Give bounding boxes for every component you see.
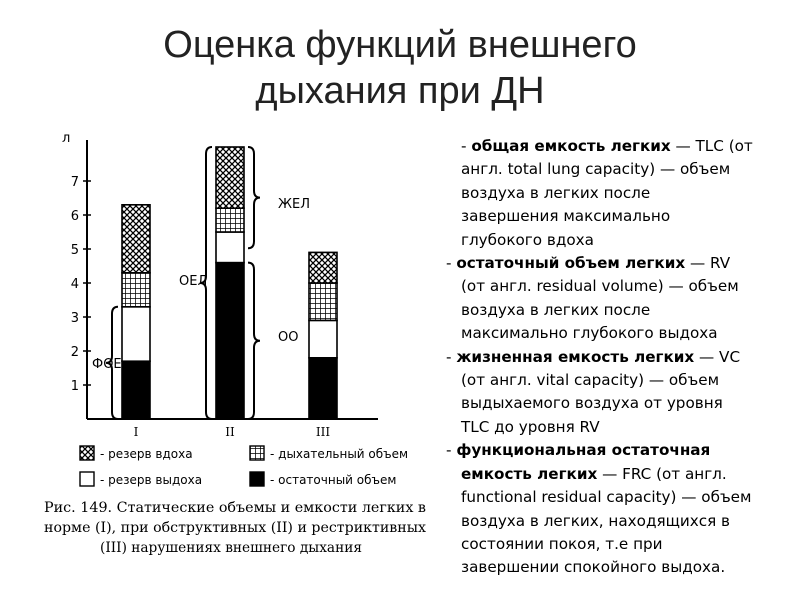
slide-title <box>0 22 800 114</box>
legend-swatch <box>250 472 264 486</box>
definition-line <box>446 463 798 486</box>
legend-label: - остаточный объем <box>270 473 397 487</box>
bar-segment <box>216 208 244 232</box>
bar-segment <box>122 273 150 307</box>
y-axis-label: л <box>62 131 71 146</box>
y-tick-label: 6 <box>70 209 79 224</box>
definition-term: функциональная остаточная <box>456 441 711 460</box>
bar-segment <box>309 358 337 419</box>
definition-term: остаточный объем легких <box>456 254 686 273</box>
definition-text: — VC <box>694 347 741 366</box>
y-tick-label: 3 <box>70 311 79 326</box>
definitions-list <box>446 135 798 580</box>
definition-line: - функциональная остаточная <box>446 441 711 460</box>
lung-volumes-figure <box>40 128 440 568</box>
bar-segment <box>122 361 150 419</box>
caption-line: (III) нарушениях внешнего дыхания <box>100 540 363 556</box>
slide-title-line-1: Оценка функций внешнего <box>163 24 637 66</box>
caption-line: Рис. 149. Статические объемы и емкости легких в <box>44 500 427 516</box>
definition-line: TLC до уровня RV <box>461 417 600 436</box>
definition-text: — FRC (от англ. <box>597 464 727 483</box>
definition-term: общая емкость легких <box>471 137 671 155</box>
definition-text: — RV <box>685 254 731 273</box>
bar-segment <box>122 307 150 361</box>
rv-label: ОО <box>278 330 299 345</box>
definition-term-cont: емкость легких <box>461 464 598 483</box>
lung-volumes-chart <box>40 128 440 568</box>
definition-rv <box>446 252 798 346</box>
legend-label: - резерв выдоха <box>100 473 203 487</box>
y-tick-label: 4 <box>70 277 79 292</box>
definition-vc <box>446 346 798 440</box>
bar-segment <box>309 252 337 283</box>
definition-frc <box>446 439 798 579</box>
definition-line: (от англ. vital capacity) — объем <box>461 371 720 390</box>
definition-term: жизненная емкость легких <box>456 347 695 366</box>
definition-line: максимально глубокого выдоха <box>461 324 718 343</box>
definition-line: воздуха в легких после <box>461 300 651 319</box>
vc-label: ЖЕЛ <box>278 197 310 212</box>
definition-line: воздуха в легких, находящихся в <box>461 511 731 530</box>
x-tick-label: I <box>133 425 139 439</box>
definition-line: воздуха в легких после <box>461 183 651 202</box>
legend-label: - дыхательный объем <box>270 447 409 461</box>
legend-swatch <box>80 472 94 486</box>
bar-segment <box>216 232 244 263</box>
bar-segment <box>216 263 244 419</box>
bar-segment <box>122 205 150 273</box>
definition-line: завершения максимально <box>461 207 671 226</box>
definition-line: англ. total lung capacity) — объем <box>461 160 731 179</box>
definition-text: — TLC (от <box>670 137 753 155</box>
y-tick-label: 1 <box>70 379 79 394</box>
x-tick-label: III <box>315 425 331 439</box>
rv-brace <box>248 263 260 419</box>
definition-line: состоянии покоя, т.е при <box>461 534 663 553</box>
y-tick-label: 7 <box>70 175 79 190</box>
x-tick-label: II <box>225 425 235 439</box>
bar-segment <box>309 320 337 357</box>
frc-label: ФОЕ <box>92 357 122 372</box>
tlc-label: ОЕЛ <box>179 274 208 289</box>
definition-line: (от англ. residual volume) — объем <box>461 277 739 296</box>
legend-label: - резерв вдоха <box>100 447 193 461</box>
definition-line: глубокого вдоха <box>461 230 594 249</box>
bar-segment <box>309 283 337 320</box>
y-tick-label: 2 <box>70 345 79 360</box>
definition-line: - жизненная емкость легких — VC <box>446 347 741 366</box>
legend-swatch <box>80 446 94 460</box>
definition-line: - остаточный объем легких — RV <box>446 254 731 273</box>
bar-segment <box>216 147 244 208</box>
definition-line: functional residual capacity) — объем <box>461 488 752 507</box>
y-tick-label: 5 <box>70 243 79 258</box>
caption-line: норме (I), при обструктивных (II) и рестриктивных <box>44 520 427 536</box>
vc-brace <box>248 147 260 248</box>
definition-line: завершении спокойного выдоха. <box>461 558 726 577</box>
legend-swatch <box>250 446 264 460</box>
definition-line: - общая емкость легких — TLC (от <box>461 137 753 155</box>
definition-tlc <box>446 135 798 252</box>
slide-title-line-2: дыхания при ДН <box>255 70 545 112</box>
definition-line: выдыхаемого воздуха от уровня <box>461 394 723 413</box>
